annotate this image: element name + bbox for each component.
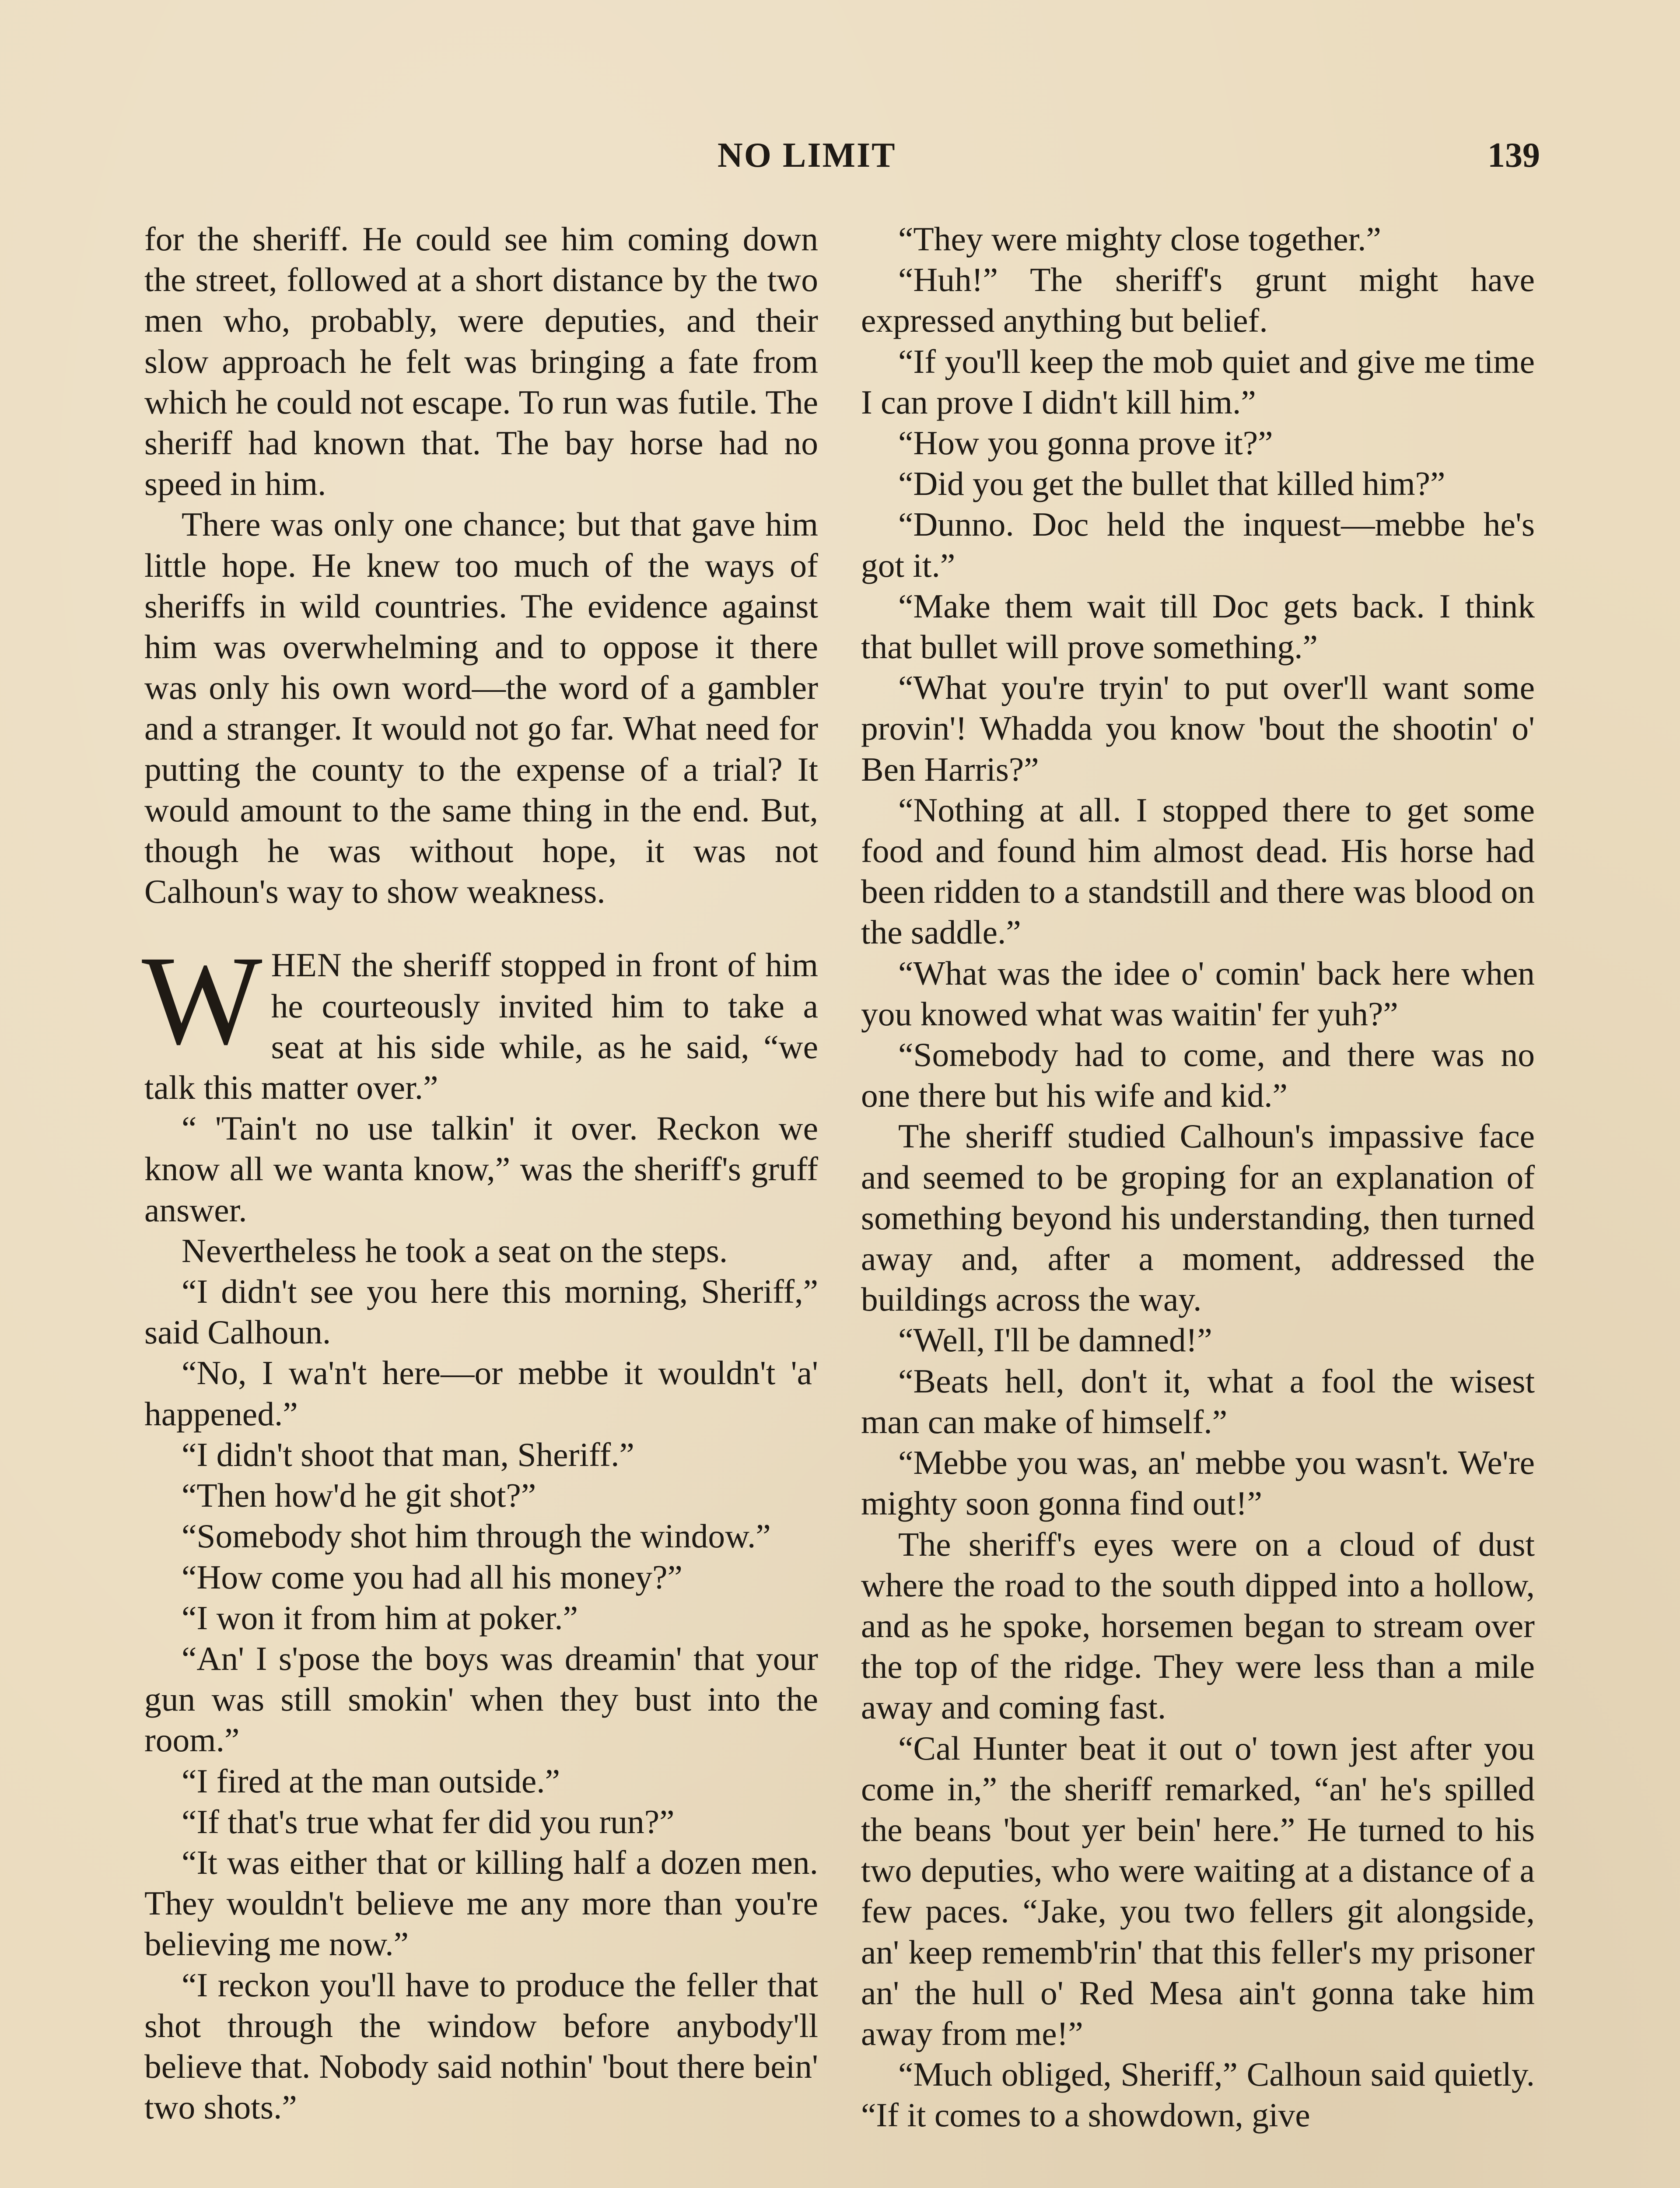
paragraph: There was only one chance; but that gave him little hope. He knew too much of the ways of sheriffs in wild countries. The evidence against him was overwhelming and to oppose it there was only his own word—the word of a gambler and a stranger. It would not go far. What need for putting the county to the expense of a trial? It would amount to the same thing in the end. But, though he was without hope, it was not Calhoun's way to show weakness. — [144, 505, 818, 911]
paragraph: “Mebbe you was, an' mebbe you wasn't. We're mighty soon gonna find out!” — [861, 1444, 1535, 1522]
paragraph: “Huh!” The sheriff's grunt might have expressed anything but belief. — [861, 261, 1535, 340]
paragraph: “ 'Tain't no use talkin' it over. Reckon we know all we wanta know,” was the sheriff's gruff answer. — [144, 1109, 818, 1229]
paragraph: “I didn't see you here this morning, Sheriff,” said Calhoun. — [144, 1273, 818, 1351]
paragraph: “I reckon you'll have to produce the feller that shot through the window before anybody'll believe that. Nobody said nothin' 'bout there bein' two shots.” — [144, 1966, 818, 2126]
running-title: NO LIMIT — [718, 136, 896, 175]
left-column — [144, 219, 818, 2128]
paragraph: “No, I wa'n't here—or mebbe it wouldn't 'a' happened.” — [144, 1354, 818, 1433]
paragraph: “Well, I'll be damned!” — [898, 1321, 1212, 1359]
paragraph-text: the sheriff stopped in front of him he courteously invited him to take a seat at his side while, as he said, “we talk this matter over.” — [144, 946, 818, 1107]
paragraph: Nevertheless he took a seat on the steps. — [182, 1231, 728, 1269]
paragraph: “I didn't shoot that man, Sheriff.” — [182, 1435, 634, 1473]
paragraph: “Dunno. Doc held the inquest—mebbe he's got it.” — [861, 505, 1535, 584]
paragraph: The sheriff's eyes were on a cloud of dust where the road to the south dipped into a hollow, and as he spoke, horsemen began to stream over the top of the ridge. They were less than a mile away and coming fast. — [861, 1525, 1535, 1726]
paragraph: “Nothing at all. I stopped there to get some food and found him almost dead. His horse had been ridden to a standstill and there was blood on the saddle.” — [861, 791, 1535, 951]
paragraph: “What was the idee o' comin' back here when you knowed what was waitin' fer yuh?” — [861, 954, 1535, 1033]
paragraph: The sheriff studied Calhoun's impassive face and seemed to be groping for an explanation of something beyond his understanding, then turned away and, after a moment, addressed the buildings across the way. — [861, 1117, 1535, 1318]
paragraph: “It was either that or killing half a dozen men. They wouldn't believe me any more than you're believing me now.” — [144, 1843, 818, 1963]
paragraph: “I fired at the man outside.” — [182, 1762, 560, 1800]
paragraph: “They were mighty close together.” — [898, 220, 1381, 258]
paragraph: “How come you had all his money?” — [182, 1558, 682, 1596]
paragraph: “If you'll keep the mob quiet and give me time I can prove I didn't kill him.” — [861, 342, 1535, 421]
paragraph: “Somebody had to come, and there was no one there but his wife and kid.” — [861, 1036, 1535, 1115]
small-caps-lead: HEN — [271, 946, 342, 984]
paragraph: “Did you get the bullet that killed him?” — [898, 465, 1446, 503]
paragraph: “Then how'd he git shot?” — [182, 1476, 536, 1515]
paragraph: “How you gonna prove it?” — [898, 424, 1273, 462]
paragraph: “I won it from him at poker.” — [182, 1599, 578, 1637]
paragraph: “If that's true what fer did you run?” — [182, 1802, 675, 1841]
paragraph-with-drop-cap — [142, 930, 818, 1108]
page-number: 139 — [1488, 136, 1540, 175]
right-column — [861, 219, 1535, 2136]
paragraph: “Much obliged, Sheriff,” Calhoun said quietly. “If it comes to a showdown, give — [861, 2055, 1535, 2134]
paragraph: “Somebody shot him through the window.” — [182, 1517, 771, 1555]
paragraph: “Beats hell, don't it, what a fool the wisest man can make of himself.” — [861, 1362, 1535, 1441]
paragraph: “What you're tryin' to put over'll want some provin'! Whadda you know 'bout the shootin' o' Ben Harris?” — [861, 669, 1535, 788]
paragraph: “Cal Hunter beat it out o' town jest after you come in,” the sheriff remarked, “an' he's spilled the beans 'bout yer bein' here.” He turned to his two deputies, who were waiting at a distance of a few paces. “Jake, you two fellers git alongside, an' keep rememb'rin' that this feller's my prisoner an' the hull o' Red Mesa ain't gonna take him away from me!” — [861, 1729, 1535, 2052]
paragraph: for the sheriff. He could see him coming down the street, followed at a short distance by the two men who, probably, were deputies, and their slow approach he felt was bringing a fate from which he could not escape. To run was futile. The sheriff had known that. The bay horse had no speed in him. — [144, 220, 818, 503]
page-header — [0, 131, 1680, 179]
paragraph: “An' I s'pose the boys was dreamin' that your gun was still smokin' when they bust into the room.” — [144, 1639, 818, 1759]
paragraph: “Make them wait till Doc gets back. I think that bullet will prove something.” — [861, 587, 1535, 666]
drop-cap: W — [142, 930, 262, 1072]
